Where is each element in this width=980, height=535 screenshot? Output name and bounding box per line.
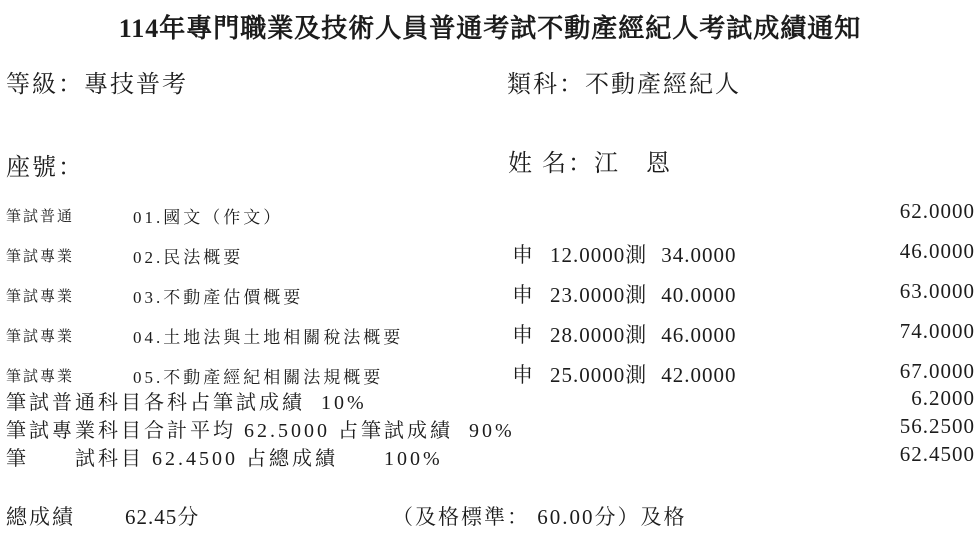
- candidate-name-label: 姓 名：: [508, 151, 594, 177]
- summary-text: 筆試專業科目合計平均 62.5000 占筆試成績 90%: [6, 420, 515, 442]
- exam-category-label: 類科：: [507, 72, 585, 98]
- summary-line: [0, 384, 980, 412]
- passing-standard-note: （及格標準： 60.00分）及格: [392, 505, 687, 529]
- summary-line: [0, 412, 980, 440]
- subject-group: 筆試專業: [6, 289, 75, 305]
- subject-total-score: 62.0000: [899, 199, 975, 223]
- essay-part-score: 12.0000: [550, 243, 626, 267]
- subject-group: 筆試專業: [6, 329, 75, 345]
- candidate-name-field: [508, 143, 672, 178]
- essay-part-label: 申: [512, 243, 534, 267]
- exam-category-value: 不動產經紀人: [585, 72, 741, 98]
- test-part-score: 42.0000: [661, 363, 737, 387]
- summary-line: [0, 440, 980, 468]
- score-row: [0, 316, 980, 356]
- summary-text: 筆試普通科目各科占筆試成績 10%: [6, 392, 367, 414]
- essay-part-label: 申: [512, 363, 534, 387]
- summary-value: 6.2000: [911, 386, 975, 410]
- candidate-name-value: 江 恩: [594, 151, 672, 177]
- seat-number-field: [6, 147, 84, 182]
- score-row: [0, 236, 980, 276]
- total-score-label: 總成績: [6, 505, 75, 529]
- subject-group: 筆試專業: [6, 249, 75, 265]
- subject-total-score: 67.0000: [899, 359, 975, 383]
- total-score-line: [0, 501, 980, 531]
- test-part-label: 測: [625, 283, 648, 307]
- subject-name: 01.國文（作文）: [133, 208, 284, 227]
- subject-name: 03.不動產估價概要: [133, 288, 304, 307]
- test-part-label: 測: [625, 363, 648, 387]
- document-title: 114年專門職業及技術人員普通考試不動產經紀人考試成績通知: [118, 14, 862, 43]
- subject-name: 04.土地法與土地相關稅法概要: [133, 328, 404, 347]
- test-part-score: 34.0000: [661, 243, 737, 267]
- subject-part-scores: [512, 319, 737, 349]
- total-score-value: 62.45分: [125, 505, 200, 529]
- essay-part-score: 23.0000: [550, 283, 626, 307]
- essay-part-score: 25.0000: [550, 363, 626, 387]
- subject-total-score: 63.0000: [899, 279, 975, 303]
- exam-level-field: [6, 64, 188, 99]
- subject-total-score: 46.0000: [899, 239, 975, 263]
- subject-total-score: 74.0000: [899, 319, 975, 343]
- score-row: [0, 196, 980, 236]
- seat-number-label: 座號：: [6, 155, 84, 181]
- subject-part-scores: [512, 279, 737, 309]
- score-summary: [0, 384, 980, 468]
- exam-level-label: 等級：: [6, 72, 84, 98]
- subject-name: 05.不動產經紀相關法規概要: [133, 368, 384, 387]
- exam-level-value: 專技普考: [84, 72, 188, 98]
- test-part-label: 測: [625, 323, 648, 347]
- essay-part-score: 28.0000: [550, 323, 626, 347]
- subject-group: 筆試普通: [6, 209, 75, 225]
- exam-category-field: [507, 64, 741, 99]
- summary-value: 56.2500: [899, 414, 975, 438]
- subject-part-scores: [512, 199, 542, 224]
- test-part-score: 40.0000: [661, 283, 737, 307]
- test-part-label: 測: [625, 243, 648, 267]
- essay-part-label: 申: [512, 283, 534, 307]
- summary-value: 62.4500: [899, 442, 975, 466]
- test-part-score: 46.0000: [661, 323, 737, 347]
- score-table: [0, 196, 980, 396]
- subject-group: 筆試專業: [6, 369, 75, 385]
- essay-part-label: 申: [512, 323, 534, 347]
- subject-name: 02.民法概要: [133, 248, 244, 267]
- score-row: [0, 276, 980, 316]
- subject-part-scores: [512, 239, 737, 269]
- summary-text: 筆 試科目 62.4500 占總成績 100%: [6, 448, 443, 470]
